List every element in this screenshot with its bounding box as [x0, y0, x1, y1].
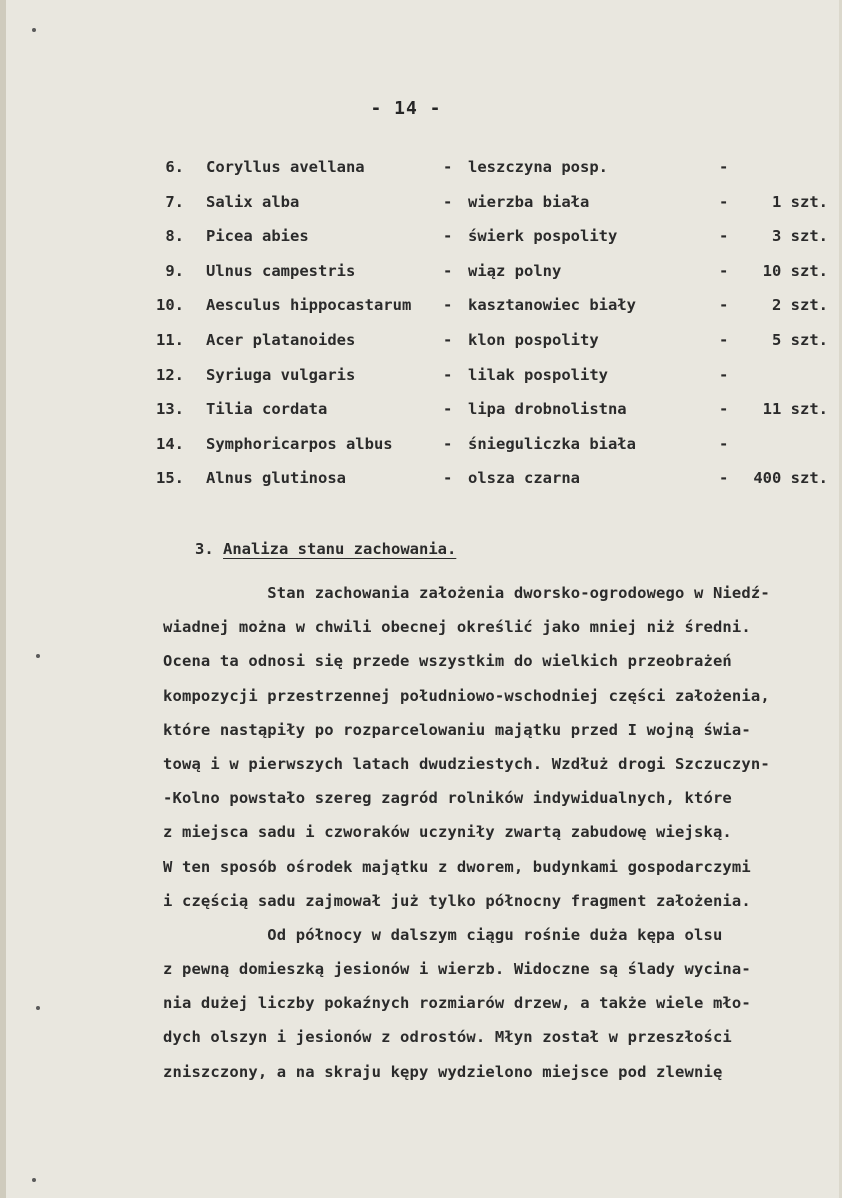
text-line: nia dużej liczby pokaźnych rozmiarów drzew, a także wiele mło-	[163, 994, 751, 1013]
species-quantity: 10 szt.	[762, 261, 828, 280]
species-quantity-separator: -	[719, 192, 729, 211]
species-polish-name: lipa drobnolistna	[468, 400, 627, 419]
body-paragraphs	[163, 584, 842, 1097]
page-number: - 14 -	[370, 98, 442, 119]
text-line: -Kolno powstało szereg zagród rolników indywidualnych, które	[163, 789, 732, 808]
species-list	[6, 158, 842, 504]
species-polish-name: wierzba biała	[468, 192, 590, 211]
species-separator: -	[443, 192, 453, 211]
species-latin-name: Coryllus avellana	[206, 158, 365, 176]
species-row	[6, 366, 842, 401]
species-separator: -	[443, 227, 453, 246]
species-polish-name: świerk pospolity	[468, 227, 618, 246]
species-polish-name: klon pospolity	[468, 330, 599, 349]
section-number: 3.	[195, 540, 214, 558]
text-line: z miejsca sadu i czworaków uczyniły zwartą zabudowę wiejską.	[163, 823, 732, 842]
text-line: dych olszyn i jesionów z odrostów. Młyn został w przeszłości	[163, 1028, 732, 1047]
species-quantity: 11 szt.	[762, 400, 828, 419]
species-quantity-separator: -	[719, 227, 729, 246]
text-line: które nastąpiły po rozparcelowaniu majątku przed I wojną świa-	[163, 720, 751, 739]
species-number: 11.	[156, 330, 184, 349]
species-quantity: 2 szt.	[772, 296, 828, 315]
species-row	[6, 400, 842, 435]
text-line: zniszczony, a na skraju kępy wydzielono miejsce pod zlewnię	[163, 1062, 723, 1081]
text-line: Stan zachowania założenia dworsko-ogrodowego w Niedź-	[163, 584, 770, 602]
species-latin-name: Picea abies	[206, 227, 309, 246]
text-line: kompozycji przestrzennej południowo-wschodniej części założenia,	[163, 686, 770, 705]
species-number: 9.	[165, 261, 184, 280]
species-separator: -	[443, 400, 453, 419]
species-row	[6, 262, 842, 297]
species-polish-name: leszczyna posp.	[468, 158, 608, 176]
species-row	[6, 296, 842, 331]
species-quantity: 5 szt.	[772, 330, 828, 349]
species-quantity-separator: -	[719, 434, 729, 453]
species-quantity-separator: -	[719, 400, 729, 419]
species-separator: -	[443, 158, 453, 176]
species-separator: -	[443, 330, 453, 349]
species-separator: -	[443, 469, 453, 488]
section-title: Analiza stanu zachowania.	[223, 540, 457, 558]
species-separator: -	[443, 296, 453, 315]
species-number: 12.	[156, 365, 184, 384]
species-number: 13.	[156, 400, 184, 419]
species-quantity-separator: -	[719, 469, 729, 488]
species-row	[6, 193, 842, 228]
species-row	[6, 227, 842, 262]
species-quantity: 3 szt.	[772, 227, 828, 246]
species-polish-name: śnieguliczka biała	[468, 434, 636, 453]
species-quantity-separator: -	[719, 365, 729, 384]
species-latin-name: Acer platanoides	[206, 330, 356, 349]
species-quantity-separator: -	[719, 330, 729, 349]
species-number: 6.	[165, 158, 184, 176]
species-row	[6, 469, 842, 504]
paper-speck	[32, 28, 36, 32]
species-number: 10.	[156, 296, 184, 315]
species-latin-name: Alnus glutinosa	[206, 469, 346, 488]
species-row	[6, 158, 842, 193]
species-row	[6, 331, 842, 366]
species-quantity-separator: -	[719, 261, 729, 280]
species-quantity: 400 szt.	[753, 469, 828, 488]
species-number: 7.	[165, 192, 184, 211]
section-heading	[195, 540, 456, 558]
paper-speck	[36, 654, 40, 658]
species-row	[6, 435, 842, 470]
paper-speck	[36, 1006, 40, 1010]
species-separator: -	[443, 261, 453, 280]
species-separator: -	[443, 434, 453, 453]
species-latin-name: Tilia cordata	[206, 400, 328, 419]
species-separator: -	[443, 365, 453, 384]
text-line: W ten sposób ośrodek majątku z dworem, budynkami gospodarczymi	[163, 857, 751, 876]
species-polish-name: wiąz polny	[468, 261, 562, 280]
species-latin-name: Symphoricarpos albus	[206, 434, 393, 453]
species-polish-name: olsza czarna	[468, 469, 580, 488]
paper-speck	[32, 1178, 36, 1182]
text-line: Od północy w dalszym ciągu rośnie duża kępa olsu	[163, 925, 723, 944]
species-latin-name: Salix alba	[206, 192, 300, 211]
species-quantity: 1 szt.	[772, 192, 828, 211]
species-polish-name: kasztanowiec biały	[468, 296, 636, 315]
text-line: Ocena ta odnosi się przede wszystkim do wielkich przeobrażeń	[163, 652, 732, 671]
species-latin-name: Ulnus campestris	[206, 261, 356, 280]
species-quantity-separator: -	[719, 158, 729, 176]
species-number: 15.	[156, 469, 184, 488]
text-line: tową i w pierwszych latach dwudziestych. Wzdłuż drogi Szczuczyn-	[163, 754, 770, 773]
species-number: 14.	[156, 434, 184, 453]
species-quantity-separator: -	[719, 296, 729, 315]
text-line: i częścią sadu zajmował już tylko północny fragment założenia.	[163, 891, 751, 910]
species-number: 8.	[165, 227, 184, 246]
text-line: z pewną domieszką jesionów i wierzb. Widoczne są ślady wycina-	[163, 960, 751, 979]
species-latin-name: Syriuga vulgaris	[206, 365, 356, 384]
species-latin-name: Aesculus hippocastarum	[206, 296, 412, 315]
species-polish-name: lilak pospolity	[468, 365, 608, 384]
text-line: wiadnej można w chwili obecnej określić jako mniej niż średni.	[163, 618, 751, 637]
